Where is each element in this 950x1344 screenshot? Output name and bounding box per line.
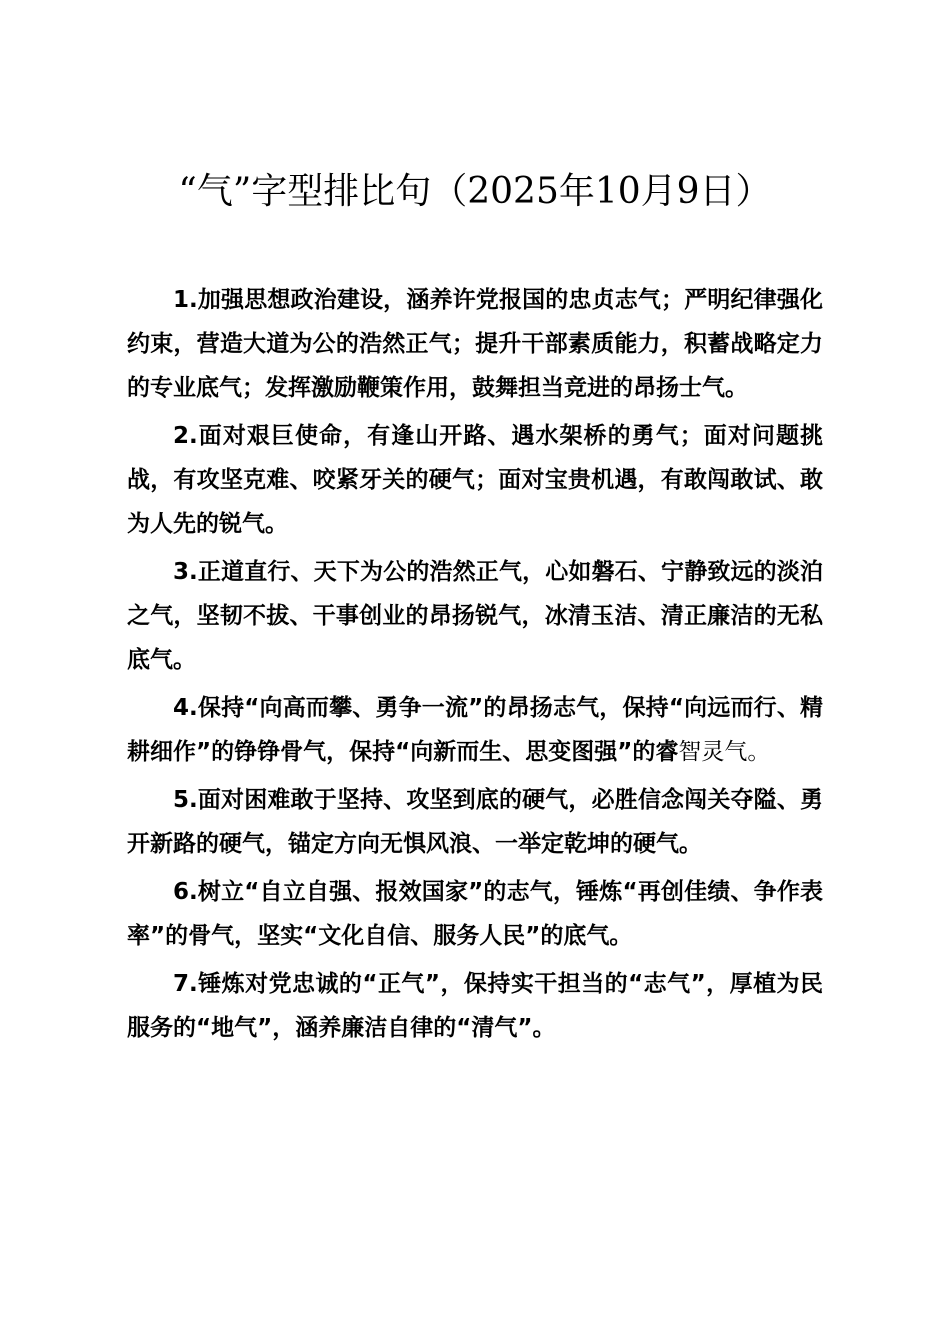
- paragraph-2-text: 2.面对艰巨使命，有逢山开路、遇水架桥的勇气；面对问题挑战，有攻坚克难、咬紧牙关的硬气；面对宝贵机遇，有敢闯敢试、敢为人先的锐气。: [127, 423, 823, 537]
- paragraph-4: [127, 686, 823, 774]
- paragraph-7-text: 7.锤炼对党忠诚的“正气”，保持实干担当的“志气”，厚植为民服务的“地气”，涵养廉洁自律的“清气”。: [127, 971, 823, 1041]
- paragraph-6-text: 6.树立“自立自强、报效国家”的志气，锤炼“再创佳绩、争作表率”的骨气，坚实“文化自信、服务人民”的底气。: [127, 879, 823, 949]
- paragraph-7: [127, 962, 823, 1050]
- paragraph-5: [127, 778, 823, 866]
- paragraph-6: [127, 870, 823, 958]
- paragraph-3: [127, 550, 823, 682]
- paragraph-4-tail: 智灵气。: [678, 739, 771, 765]
- paragraph-1-text: 1.加强思想政治建设，涵养许党报国的忠贞志气；严明纪律强化约束，营造大道为公的浩然正气；提升干部素质能力，积蓄战略定力的专业底气；发挥激励鞭策作用，鼓舞担当竞进的昂扬士气。: [127, 287, 823, 401]
- paragraph-1: [127, 278, 823, 410]
- document-body: [127, 278, 823, 1054]
- paragraph-4-text: 4.保持“向高而攀、勇争一流”的昂扬志气，保持“向远而行、精耕细作”的铮铮骨气，保持“向新而生、思变图强”的睿: [127, 695, 823, 765]
- paragraph-2: [127, 414, 823, 546]
- document-title: “气”字型排比句（2025年10月9日）: [178, 171, 772, 212]
- paragraph-5-text: 5.面对困难敢于坚持、攻坚到底的硬气，必胜信念闯关夺隘、勇开新路的硬气，锚定方向无惧风浪、一举定乾坤的硬气。: [127, 787, 823, 857]
- paragraph-3-text: 3.正道直行、天下为公的浩然正气，心如磐石、宁静致远的淡泊之气，坚韧不拔、干事创业的昂扬锐气，冰清玉洁、清正廉洁的无私底气。: [127, 559, 823, 673]
